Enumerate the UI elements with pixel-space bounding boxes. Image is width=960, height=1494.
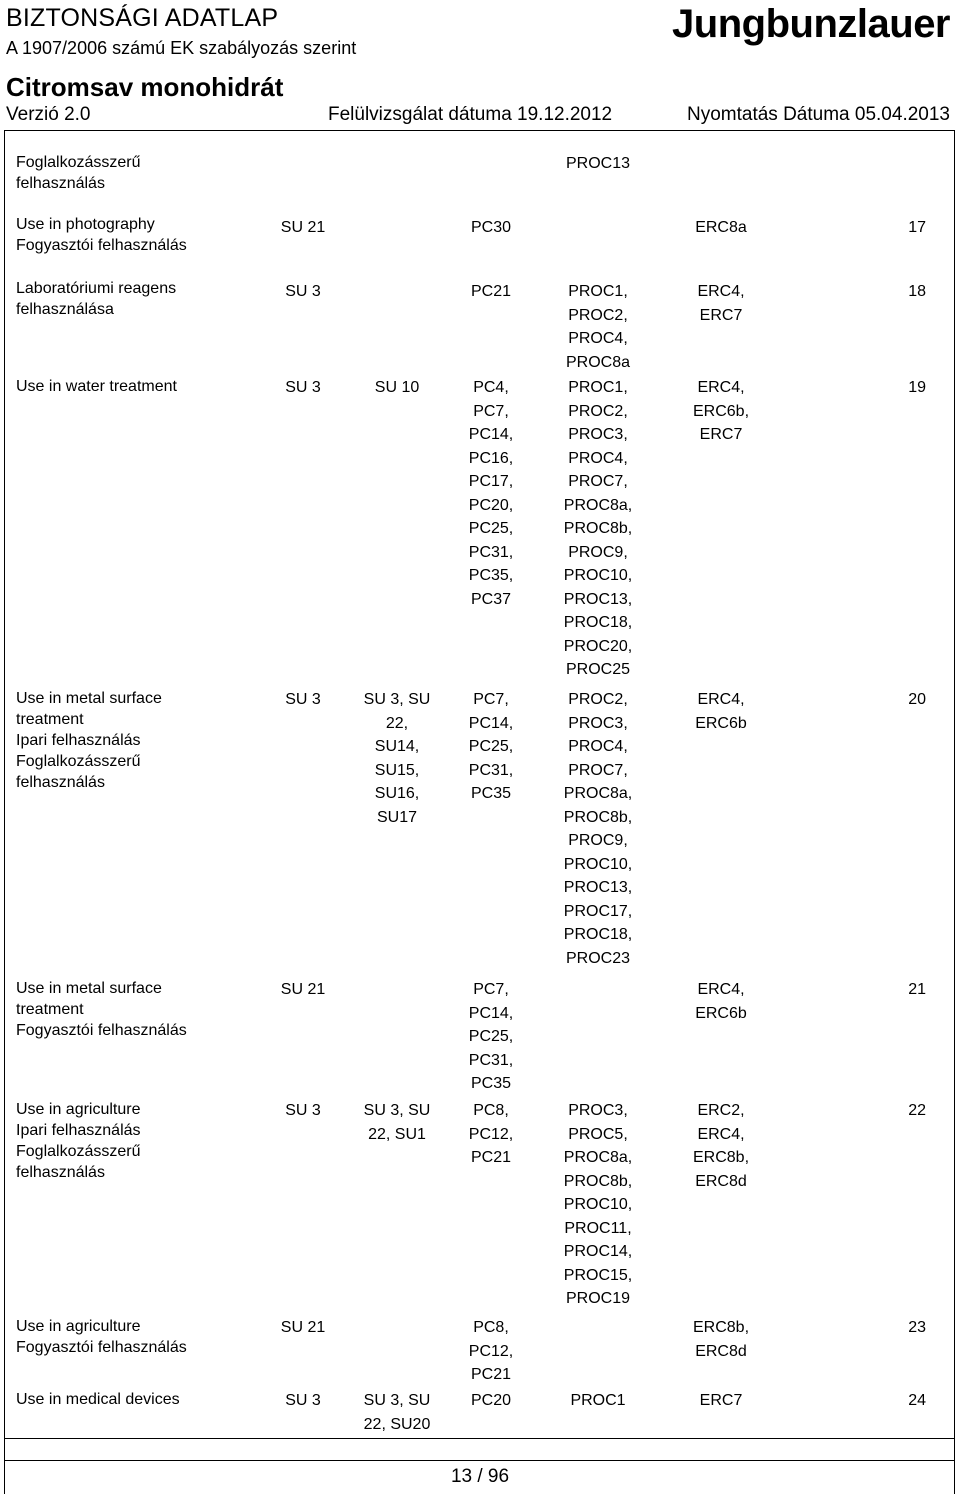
pc-line: PC31, (468, 1051, 514, 1069)
su1-line: SU 3 (285, 1392, 321, 1409)
proc-line: PROC8a, (563, 785, 633, 802)
proc-line: PROC1 (570, 1392, 626, 1409)
erc-line: ERC8b, (692, 1149, 750, 1166)
cell-use (16, 278, 256, 320)
cell-erc (662, 1389, 780, 1413)
use-line: felhasználása (16, 301, 114, 318)
proc-line: PROC18, (563, 926, 633, 943)
proc-line: PROC4, (568, 330, 628, 347)
use-line: Use in metal surface (16, 980, 162, 997)
su1-line: SU 21 (280, 981, 326, 998)
proc-line: PROC8a, (563, 1149, 633, 1166)
su2-line: 22, SU1 (368, 1125, 426, 1143)
cell-pc (450, 216, 532, 240)
erc-line: ERC7 (699, 426, 743, 443)
su1-line: SU 21 (280, 219, 326, 236)
proc-line: PROC8a, (563, 496, 633, 514)
use-line: Ipari felhasználás (16, 1122, 141, 1139)
use-line: Use in agriculture (16, 1318, 141, 1335)
row-number: 17 (908, 219, 926, 236)
pc-line: PC8, (473, 1102, 509, 1119)
cell-su2 (348, 1099, 446, 1146)
pc-line: PC14, (468, 1004, 514, 1022)
brand-logo: Jungbunzlauer (672, 2, 950, 46)
su2-line: SU 3, SU (363, 1392, 431, 1409)
cell-su1 (260, 376, 346, 400)
cell-pc (450, 1099, 532, 1170)
cell-use (16, 214, 256, 256)
proc-line: PROC9, (568, 832, 628, 849)
pc-line: PC12, (468, 1342, 514, 1360)
cell-su1 (260, 688, 346, 712)
proc-line: PROC8b, (563, 520, 633, 537)
cell-pc (450, 280, 532, 304)
proc-line: PROC7, (568, 473, 628, 490)
su1-line: SU 3 (285, 283, 321, 300)
erc-line: ERC7 (699, 1392, 743, 1409)
regulation-line: A 1907/2006 számú EK szabályozás szerint (6, 38, 357, 58)
su2-line: SU 3, SU (363, 1102, 431, 1119)
document-title: BIZTONSÁGI ADATLAP (6, 4, 279, 32)
pc-line: PC31, (468, 761, 514, 779)
su2-line: SU 10 (374, 379, 420, 396)
proc-line: PROC5, (568, 1125, 628, 1143)
erc-line: ERC6b, (692, 402, 750, 420)
pc-line: PC31, (468, 543, 514, 561)
cell-proc (535, 152, 661, 176)
cell-proc (535, 688, 661, 970)
erc-line: ERC2, (697, 1102, 745, 1119)
cell-erc (662, 688, 780, 735)
footer-rule (4, 1460, 955, 1461)
proc-line: PROC13, (563, 590, 633, 608)
use-line: Use in water treatment (16, 378, 177, 395)
pc-line: PC35, (468, 567, 514, 584)
product-name: Citromsav monohidrát (6, 72, 284, 102)
proc-line: PROC10, (563, 567, 633, 584)
table-bottom-rule (4, 1438, 955, 1439)
erc-line: ERC4, (697, 1125, 745, 1143)
erc-line: ERC7 (699, 306, 743, 324)
cell-use (16, 152, 256, 194)
pc-line: PC12, (468, 1125, 514, 1143)
row-number: 21 (908, 981, 926, 998)
cell-proc (535, 1389, 661, 1413)
proc-line: PROC23 (565, 949, 631, 967)
proc-line: PROC3, (568, 426, 628, 443)
pc-line: PC20 (470, 1392, 512, 1409)
erc-line: ERC6b (695, 1004, 747, 1022)
proc-line: PROC20, (563, 637, 633, 655)
su1-line: SU 21 (280, 1319, 326, 1336)
cell-pc (450, 978, 532, 1096)
pc-line: PC25, (468, 520, 514, 537)
cell-su1 (260, 978, 346, 1002)
revision-date: Felülvizsgálat dátuma 19.12.2012 (328, 104, 613, 125)
erc-line: ERC4, (697, 379, 745, 396)
cell-use (16, 1316, 256, 1358)
cell-erc (662, 1099, 780, 1193)
use-line: Use in metal surface (16, 690, 162, 707)
cell-erc (662, 1316, 780, 1363)
proc-line: PROC10, (563, 855, 633, 873)
cell-erc (662, 216, 780, 240)
pc-line: PC20, (468, 496, 514, 514)
erc-line: ERC4, (697, 981, 745, 998)
row-number: 19 (908, 379, 926, 396)
proc-line: PROC2, (568, 402, 628, 420)
proc-line: PROC19 (565, 1290, 631, 1307)
cell-pc (450, 1389, 532, 1413)
proc-line: PROC11, (564, 1219, 632, 1237)
su2-line: SU14, (374, 738, 420, 755)
use-line: Fogyasztói felhasználás (16, 1022, 187, 1039)
proc-line: PROC17, (563, 902, 633, 920)
erc-line: ERC4, (697, 283, 745, 300)
pc-line: PC14, (468, 714, 514, 732)
proc-line: PROC2, (568, 306, 628, 324)
proc-line: PROC13 (565, 155, 631, 172)
su2-line: 22, SU20 (363, 1415, 431, 1433)
pc-line: PC21 (470, 283, 512, 300)
erc-line: ERC8d (695, 1342, 747, 1360)
cell-proc (535, 1099, 661, 1311)
cell-su1 (260, 1099, 346, 1123)
pc-line: PC16, (468, 449, 514, 467)
use-line: Foglalkozásszerű (16, 1143, 141, 1160)
use-line: Use in agriculture (16, 1101, 141, 1118)
cell-use (16, 1389, 256, 1410)
cell-pc (450, 376, 532, 611)
use-line: Fogyasztói felhasználás (16, 237, 187, 254)
su2-line: SU16, (374, 785, 420, 802)
su1-line: SU 3 (285, 691, 321, 708)
cell-use (16, 978, 256, 1041)
pc-line: PC4, (473, 379, 509, 396)
row-number: 18 (908, 283, 926, 300)
proc-line: PROC15, (563, 1266, 633, 1284)
cell-use (16, 376, 256, 397)
use-line: felhasználás (16, 774, 105, 791)
use-line: Use in medical devices (16, 1391, 180, 1408)
su2-line: SU17 (376, 808, 418, 826)
cell-erc (662, 376, 780, 447)
version-label: Verzió 2.0 (6, 104, 91, 125)
proc-line: PROC3, (568, 1102, 628, 1119)
pc-line: PC21 (470, 1149, 512, 1166)
proc-line: PROC18, (563, 614, 633, 631)
cell-use (16, 688, 256, 793)
su2-line: SU15, (374, 761, 420, 779)
cell-pc (450, 688, 532, 806)
proc-line: PROC25 (565, 661, 631, 678)
proc-line: PROC8b, (563, 808, 633, 826)
su1-line: SU 3 (285, 1102, 321, 1119)
erc-line: ERC4, (697, 691, 745, 708)
pc-line: PC37 (470, 590, 512, 608)
cell-erc (662, 978, 780, 1025)
erc-line: ERC8b, (692, 1319, 750, 1336)
cell-su1 (260, 1389, 346, 1413)
proc-line: PROC1, (568, 283, 628, 300)
cell-su2 (348, 1389, 446, 1436)
cell-su1 (260, 280, 346, 304)
erc-line: ERC6b (695, 714, 747, 732)
pc-line: PC8, (473, 1319, 509, 1336)
print-date: Nyomtatás Dátuma 05.04.2013 (687, 104, 950, 125)
proc-line: PROC10, (563, 1196, 633, 1213)
proc-line: PROC8a (565, 353, 631, 371)
cell-use (16, 1099, 256, 1183)
pc-line: PC7, (473, 402, 509, 420)
page-number: 13 / 96 (450, 1466, 510, 1487)
cell-su1 (260, 1316, 346, 1340)
row-number: 23 (908, 1319, 926, 1336)
proc-line: PROC7, (568, 761, 628, 779)
pc-line: PC14, (468, 426, 514, 443)
use-line: Laboratóriumi reagens (16, 280, 177, 297)
pc-line: PC21 (470, 1366, 512, 1383)
use-line: Foglalkozásszerű (16, 154, 141, 171)
su2-line: SU 3, SU (363, 691, 431, 708)
pc-line: PC25, (468, 738, 514, 755)
cell-su2 (348, 376, 446, 400)
proc-line: PROC4, (568, 738, 628, 755)
cell-proc (535, 280, 661, 374)
row-number: 20 (908, 691, 926, 708)
erc-line: ERC8d (695, 1172, 747, 1190)
cell-su1 (260, 216, 346, 240)
erc-line: ERC8a (695, 219, 747, 236)
pc-line: PC17, (468, 473, 514, 490)
use-line: treatment (16, 1001, 84, 1018)
pc-line: PC30 (470, 219, 512, 236)
use-line: treatment (16, 711, 84, 728)
proc-line: PROC1, (568, 379, 628, 396)
use-line: Ipari felhasználás (16, 732, 141, 749)
proc-line: PROC13, (563, 879, 633, 896)
pc-line: PC35 (470, 785, 512, 802)
pc-line: PC7, (473, 691, 509, 708)
su2-line: 22, (385, 714, 409, 732)
row-number: 22 (908, 1102, 926, 1119)
proc-line: PROC4, (568, 449, 628, 467)
cell-proc (535, 376, 661, 682)
proc-line: PROC14, (563, 1243, 633, 1260)
row-number: 24 (908, 1392, 926, 1409)
cell-erc (662, 280, 780, 327)
proc-line: PROC9, (568, 543, 628, 561)
use-line: Foglalkozásszerű (16, 753, 141, 770)
cell-pc (450, 1316, 532, 1387)
pc-line: PC7, (473, 981, 509, 998)
pc-line: PC35 (470, 1075, 512, 1092)
pc-line: PC25, (468, 1028, 514, 1045)
use-line: felhasználás (16, 1164, 105, 1181)
su1-line: SU 3 (285, 379, 321, 396)
proc-line: PROC8b, (563, 1172, 633, 1190)
proc-line: PROC3, (568, 714, 628, 732)
use-line: felhasználás (16, 175, 105, 192)
use-line: Fogyasztói felhasználás (16, 1339, 187, 1356)
use-line: Use in photography (16, 216, 155, 233)
cell-su2 (348, 688, 446, 829)
proc-line: PROC2, (568, 691, 628, 708)
